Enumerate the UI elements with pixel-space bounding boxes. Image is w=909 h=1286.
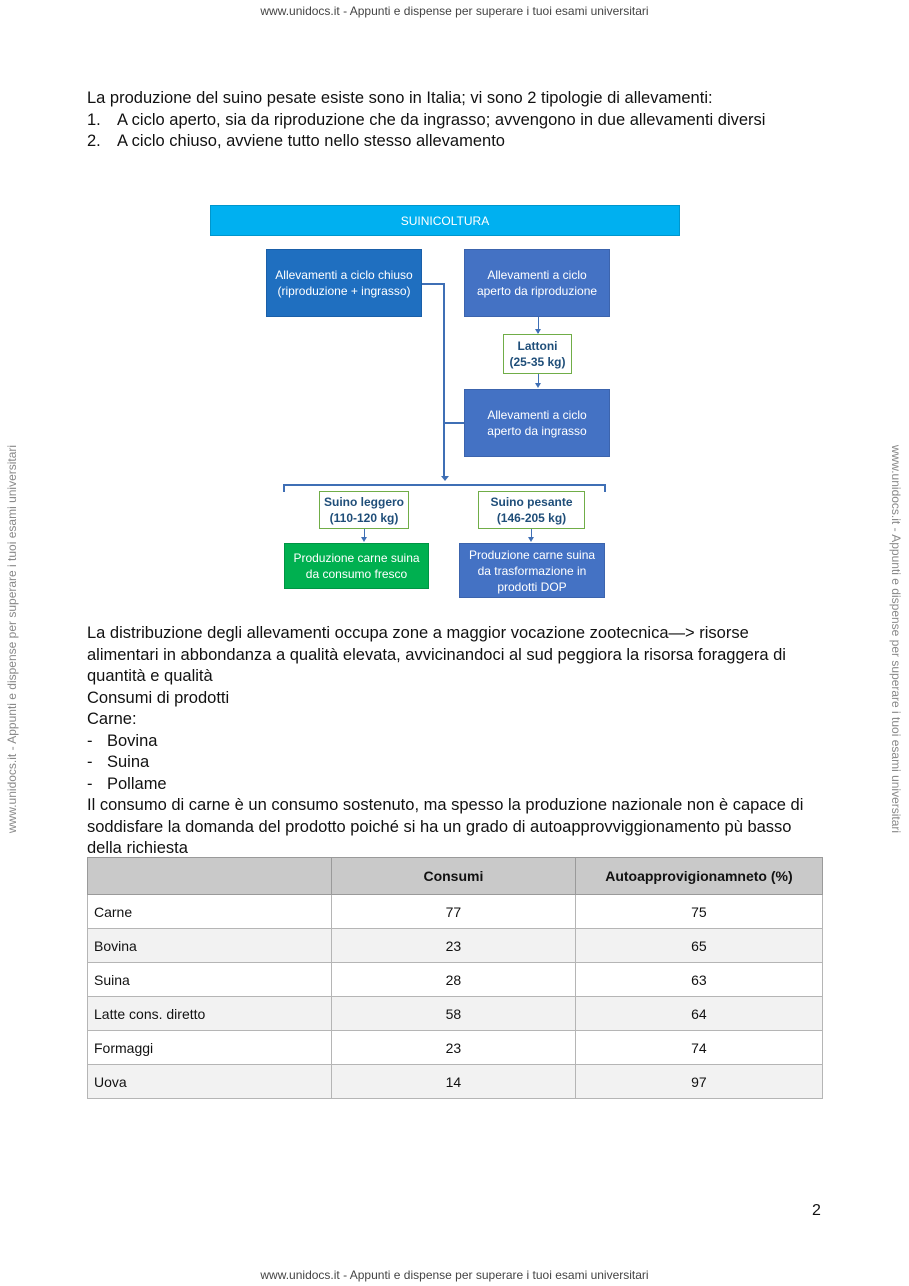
table-cell: 58 bbox=[331, 997, 575, 1031]
open-ingrasso-box: Allevamenti a ciclo aperto da ingrasso bbox=[464, 389, 610, 457]
distribution-paragraph: La distribuzione degli allevamenti occupa zone a maggior vocazione zootecnica—> risorse alimentari in abbondanza a qualità elevata, avvicinandoci al sud peggiora la risorsa foraggera di quantità e qualità bbox=[87, 624, 786, 685]
header-watermark: www.unidocs.it - Appunti e dispense per superare i tuoi esami universitari bbox=[260, 4, 649, 18]
consumption-table bbox=[87, 857, 823, 1099]
table-row bbox=[88, 997, 823, 1031]
list-item bbox=[87, 110, 817, 132]
closed-cycle-box: Allevamenti a ciclo chiuso (riproduzione + ingrasso) bbox=[266, 249, 422, 317]
table-row bbox=[88, 895, 823, 929]
bracket-end bbox=[283, 484, 285, 492]
table-cell: 64 bbox=[575, 997, 822, 1031]
page-number: 2 bbox=[812, 1202, 821, 1219]
table-cell: 23 bbox=[331, 1031, 575, 1065]
table-header: Autoapprovigionamneto (%) bbox=[575, 858, 822, 895]
list-text: A ciclo aperto, sia da riproduzione che da ingrasso; avvengono in due allevamenti diversi bbox=[117, 110, 766, 129]
connector bbox=[443, 283, 445, 476]
table-cell: Bovina bbox=[88, 929, 332, 963]
table-header-row bbox=[88, 858, 823, 895]
table-cell: 77 bbox=[331, 895, 575, 929]
list-text: Pollame bbox=[107, 774, 167, 793]
table-cell: 63 bbox=[575, 963, 822, 997]
distribution-section bbox=[87, 623, 817, 860]
footer-watermark: www.unidocs.it - Appunti e dispense per superare i tuoi esami universitari bbox=[260, 1268, 649, 1282]
connector bbox=[445, 422, 464, 424]
table-cell: Latte cons. diretto bbox=[88, 997, 332, 1031]
table-cell: 97 bbox=[575, 1065, 822, 1099]
consumi-heading: Consumi di prodotti bbox=[87, 688, 230, 707]
left-side-watermark: www.unidocs.it - Appunti e dispense per superare i tuoi esami universitari bbox=[5, 444, 19, 834]
list-number: 2. bbox=[87, 132, 101, 150]
bracket-end bbox=[604, 484, 606, 492]
list-text: Bovina bbox=[107, 731, 158, 750]
dash-bullet: - bbox=[87, 731, 93, 750]
arrow bbox=[535, 383, 541, 388]
lattoni-box: Lattoni (25-35 kg) bbox=[503, 334, 572, 374]
table-cell: Formaggi bbox=[88, 1031, 332, 1065]
table-row bbox=[88, 929, 823, 963]
table-row bbox=[88, 963, 823, 997]
table-cell: 65 bbox=[575, 929, 822, 963]
bracket-line bbox=[283, 484, 606, 486]
arrow bbox=[528, 537, 534, 542]
table-row bbox=[88, 1065, 823, 1099]
table-cell: 75 bbox=[575, 895, 822, 929]
list-item bbox=[87, 731, 817, 753]
fresh-meat-box: Produzione carne suina da consumo fresco bbox=[284, 543, 429, 589]
carne-label: Carne: bbox=[87, 710, 137, 728]
light-pig-box: Suino leggero (110-120 kg) bbox=[319, 491, 409, 529]
dash-bullet: - bbox=[87, 774, 93, 793]
connector bbox=[422, 283, 444, 285]
open-repro-box: Allevamenti a ciclo aperto da riproduzione bbox=[464, 249, 610, 317]
list-item bbox=[87, 774, 817, 796]
table-header: Consumi bbox=[331, 858, 575, 895]
table-row bbox=[88, 1031, 823, 1065]
table-cell: 74 bbox=[575, 1031, 822, 1065]
table-cell: 23 bbox=[331, 929, 575, 963]
list-text: A ciclo chiuso, avviene tutto nello stesso allevamento bbox=[117, 132, 505, 150]
table-cell: 28 bbox=[331, 963, 575, 997]
heavy-pig-box: Suino pesante (146-205 kg) bbox=[478, 491, 585, 529]
dop-box: Produzione carne suina da trasformazione in prodotti DOP bbox=[459, 543, 605, 598]
table-cell: Uova bbox=[88, 1065, 332, 1099]
arrow bbox=[441, 476, 449, 481]
table-cell: Carne bbox=[88, 895, 332, 929]
list-text: Suina bbox=[107, 753, 150, 771]
closing-paragraph: Il consumo di carne è un consumo sostenuto, ma spesso la produzione nazionale non è capace di soddisfare la domanda del prodotto poiché si ha un grado di autoapprovviggionamento pù basso della richiesta bbox=[87, 796, 804, 857]
table-header bbox=[88, 858, 332, 895]
intro-section bbox=[87, 88, 817, 153]
arrow bbox=[361, 537, 367, 542]
right-side-watermark: www.unidocs.it - Appunti e dispense per superare i tuoi esami universitari bbox=[889, 444, 903, 834]
list-item bbox=[87, 752, 817, 774]
diagram-top-box: SUINICOLTURA bbox=[210, 205, 680, 236]
list-item bbox=[87, 131, 817, 153]
intro-line: La produzione del suino pesate esiste sono in Italia; vi sono 2 tipologie di allevamenti: bbox=[87, 89, 713, 107]
list-number: 1. bbox=[87, 110, 101, 129]
dash-bullet: - bbox=[87, 753, 93, 771]
table-cell: Suina bbox=[88, 963, 332, 997]
table-cell: 14 bbox=[331, 1065, 575, 1099]
